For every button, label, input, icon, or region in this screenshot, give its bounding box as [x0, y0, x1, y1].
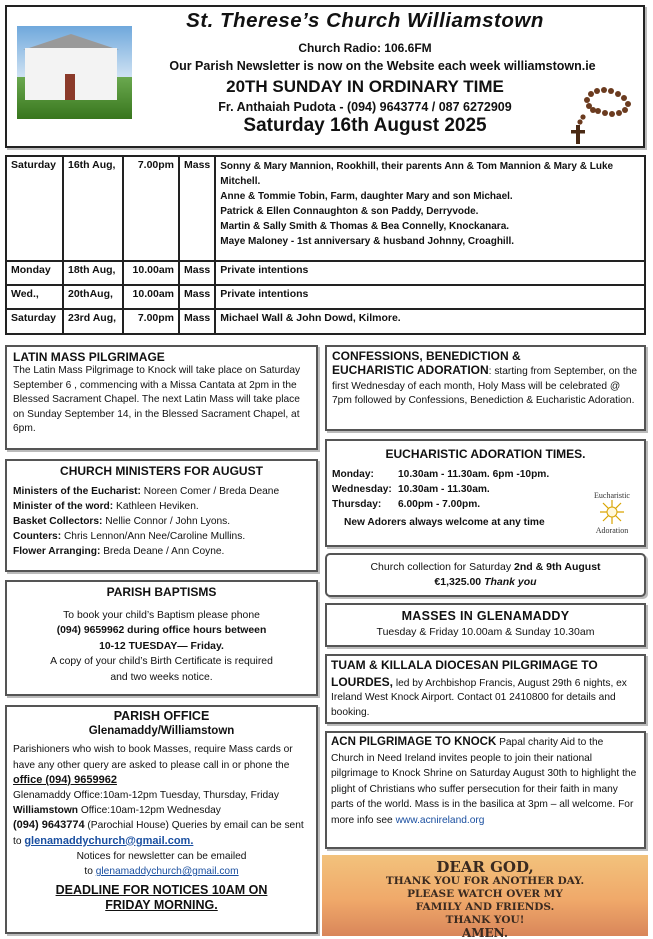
church-title: St. Therese’s Church Williamstown [186, 9, 544, 32]
confessions-text: : starting from September, on the first Wednesday of each month, Holy Mass will be celebrated @ 7pm followed by Confessions, Benediction & Eucharistic Adoration. [332, 366, 638, 407]
mass-date: 18th Aug, [63, 261, 123, 285]
table-row [6, 156, 645, 261]
minister-row: Counters: Chris Lennon/Ann Nee/Caroline Mullins. [13, 531, 246, 542]
mass-time: 10.00am [123, 261, 179, 285]
collection-line: Church collection for Saturday 2nd & 9th August [370, 561, 601, 573]
intention: Patrick & Ellen Connaughton & son Paddy, Derryvode. [220, 206, 479, 217]
parish-office-box [5, 705, 318, 934]
collection-amount-line: €1,325.00 Thank you [434, 576, 537, 588]
baptisms-phone: (094) 9659962 during office hours between [56, 625, 267, 636]
minister-row: Basket Collectors: Nellie Connor / John Lyons. [13, 516, 231, 527]
mass-intentions [215, 156, 645, 261]
prayer-line: PLEASE WATCH OVER MY [407, 888, 563, 900]
office-text: to [84, 866, 96, 878]
office-williamstown: Williamstown [13, 805, 78, 817]
deadline-notice: DEADLINE FOR NOTICES 10AM ON [55, 883, 268, 898]
tuam-text: led by Archbishop Francis, August 29th 6 nights, ex Ireland West Knock Airport. Contact 01 2410800 for details and booking. [331, 677, 627, 718]
adoration-row: Thursday: 6.00pm - 7.00pm. [332, 499, 481, 510]
newsletter-header [5, 5, 645, 148]
confessions-title: CONFESSIONS, BENEDICTION & [332, 349, 521, 363]
latin-mass-title: LATIN MASS PILGRIMAGE [13, 350, 165, 364]
acn-link[interactable]: www.acnireland.org [395, 814, 485, 826]
collection-box [325, 553, 646, 597]
latin-mass-box [5, 345, 318, 450]
monstrance-icon [597, 500, 627, 524]
intention: Maye Maloney - 1st anniversary & husband Johnny, Croaghill. [220, 236, 515, 247]
acn-pilgrimage-box [325, 731, 646, 849]
adoration-note: New Adorers always welcome at any time [344, 517, 545, 528]
prayer-line: AMEN. [461, 926, 509, 939]
glenamaddy-times: Tuesday & Friday 10.00am & Sunday 10.30am [376, 626, 595, 638]
parish-office-title: PARISH OFFICE [113, 709, 210, 723]
office-hours: Office:10am-12pm Wednesday [78, 805, 221, 817]
baptisms-line: To book your child’s Baptism please phone [63, 609, 260, 621]
mass-date: 16th Aug, [63, 156, 123, 261]
mass-type: Mass [179, 156, 215, 261]
table-row [6, 285, 645, 309]
deadline-notice: FRIDAY MORNING. [105, 898, 218, 913]
ministers-box [5, 459, 318, 572]
prayer-line: DEAR GOD, [436, 858, 534, 876]
glenamaddy-title: MASSES IN GLENAMADDY [401, 609, 570, 623]
glenamaddy-box [325, 603, 646, 647]
mass-type: Mass [179, 309, 215, 334]
eucharistic-adoration-logo: Eucharistic Adoration [594, 491, 630, 535]
mass-day: Monday [6, 261, 63, 285]
intention: Martin & Sally Smith & Thomas & Bea Connelly, Knockanara. [220, 221, 510, 232]
newsletter-website-line: Our Parish Newsletter is now on the Website each week williamstown.ie [169, 59, 596, 73]
minister-row: Flower Arranging: Breda Deane / Ann Coyne. [13, 546, 225, 557]
mass-day: Wed., [6, 285, 63, 309]
prayer-banner [322, 855, 648, 939]
adoration-row: Wednesday: 10.30am - 11.30am. [332, 484, 490, 495]
intention: Sonny & Mary Mannion, Rookhill, their parents Ann & Tom Mannion & Mary & Luke Mitchell. [220, 161, 614, 187]
priest-contact: Fr. Anthaiah Pudota - (094) 9643774 / 087 6272909 [218, 100, 512, 114]
tuam-pilgrimage-box [325, 654, 646, 724]
mass-date: 23rd Aug, [63, 309, 123, 334]
confessions-box [325, 345, 646, 431]
parochial-phone: (094) 9643774 [13, 819, 85, 832]
baptisms-title: PARISH BAPTISMS [106, 585, 217, 599]
adoration-box [325, 439, 646, 547]
mass-type: Mass [179, 285, 215, 309]
mass-time: 7.00pm [123, 309, 179, 334]
office-hours: Glenamaddy Office:10am-12pm Tuesday, Thursday, Friday [13, 790, 279, 802]
adoration-title: EUCHARISTIC ADORATION TIMES. [385, 447, 586, 461]
liturgical-sunday: 20TH SUNDAY IN ORDINARY TIME [226, 77, 504, 96]
ministers-title: CHURCH MINISTERS FOR AUGUST [60, 464, 263, 478]
baptisms-line: A copy of your child’s Birth Certificate is required [50, 656, 273, 667]
mass-day: Saturday [6, 309, 63, 334]
acn-title: ACN PILGRIMAGE TO KNOCK [331, 736, 497, 748]
prayer-line: THANK YOU FOR ANOTHER DAY. [385, 875, 585, 887]
office-phone: office (094) 9659962 [13, 773, 117, 786]
minister-row: Minister of the word: Kathleen Heviken. [13, 501, 199, 512]
intention: Anne & Tommie Tobin, Farm, daughter Mary and son Michael. [220, 191, 513, 202]
office-text: Parishioners who wish to book Masses, require Mass cards or have any other query are asked to please call in or phone the [13, 744, 293, 771]
mass-schedule-table [5, 155, 646, 335]
prayer-line: THANK YOU! [445, 914, 525, 926]
confessions-title: EUCHARISTIC ADORATION [332, 363, 489, 377]
prayer-line: FAMILY AND FRIENDS. [415, 901, 555, 913]
office-text: (Parochial House) Queries by email can be sent to [13, 820, 304, 847]
baptisms-hours: 10-12 TUESDAY— Friday. [99, 640, 224, 652]
acn-text: Papal charity Aid to the Church in Need Ireland invites people to join their national pilgrimage to Knock Shrine on Saturday August 30th to highlight the plight of Christians who suffer persecution for their faith in many parts of the world. Mass is in the basilica at 3pm – all welcome. For more info see [331, 737, 637, 826]
table-row [6, 261, 645, 285]
rosary-icon [567, 85, 635, 145]
mass-day: Saturday [6, 156, 63, 261]
intention: Michael Wall & John Dowd, Kilmore. [215, 309, 645, 334]
mass-date: 20thAug, [63, 285, 123, 309]
intention: Private intentions [215, 261, 645, 285]
church-radio: Church Radio: 106.6FM [298, 41, 432, 55]
office-text: Notices for newsletter can be emailed [76, 850, 247, 862]
email-link[interactable]: glenamaddychurch@gmail.com [95, 866, 239, 878]
church-photo [17, 26, 132, 119]
latin-mass-text: The Latin Mass Pilgrimage to Knock will take place on Saturday September 6 , commencing with a Missa Cantata at 2pm in the Blessed Sacrament Chapel. The next Latin Mass will take place on Sunday September 14, in the Blessed Sacrament Chapel, at 6pm. [13, 365, 301, 435]
parish-office-subtitle: Glenamaddy/Williamstown [88, 725, 235, 738]
intention: Private intentions [215, 285, 645, 309]
mass-time: 7.00pm [123, 156, 179, 261]
email-link[interactable]: glenamaddychurch@gmail.com. [24, 834, 194, 847]
baptisms-box [5, 580, 318, 696]
newsletter-date: Saturday 16th August 2025 [243, 115, 487, 136]
adoration-row: Monday: 10.30am - 11.30am. 6pm -10pm. [332, 469, 550, 480]
table-row [6, 309, 645, 334]
mass-type: Mass [179, 261, 215, 285]
minister-row: Ministers of the Eucharist: Noreen Comer / Breda Deane [13, 486, 280, 497]
mass-time: 10.00am [123, 285, 179, 309]
tuam-title: TUAM & KILLALA DIOCESAN PILGRIMAGE TO LOURDES, [331, 658, 598, 689]
baptisms-line: and two weeks notice. [110, 671, 213, 683]
